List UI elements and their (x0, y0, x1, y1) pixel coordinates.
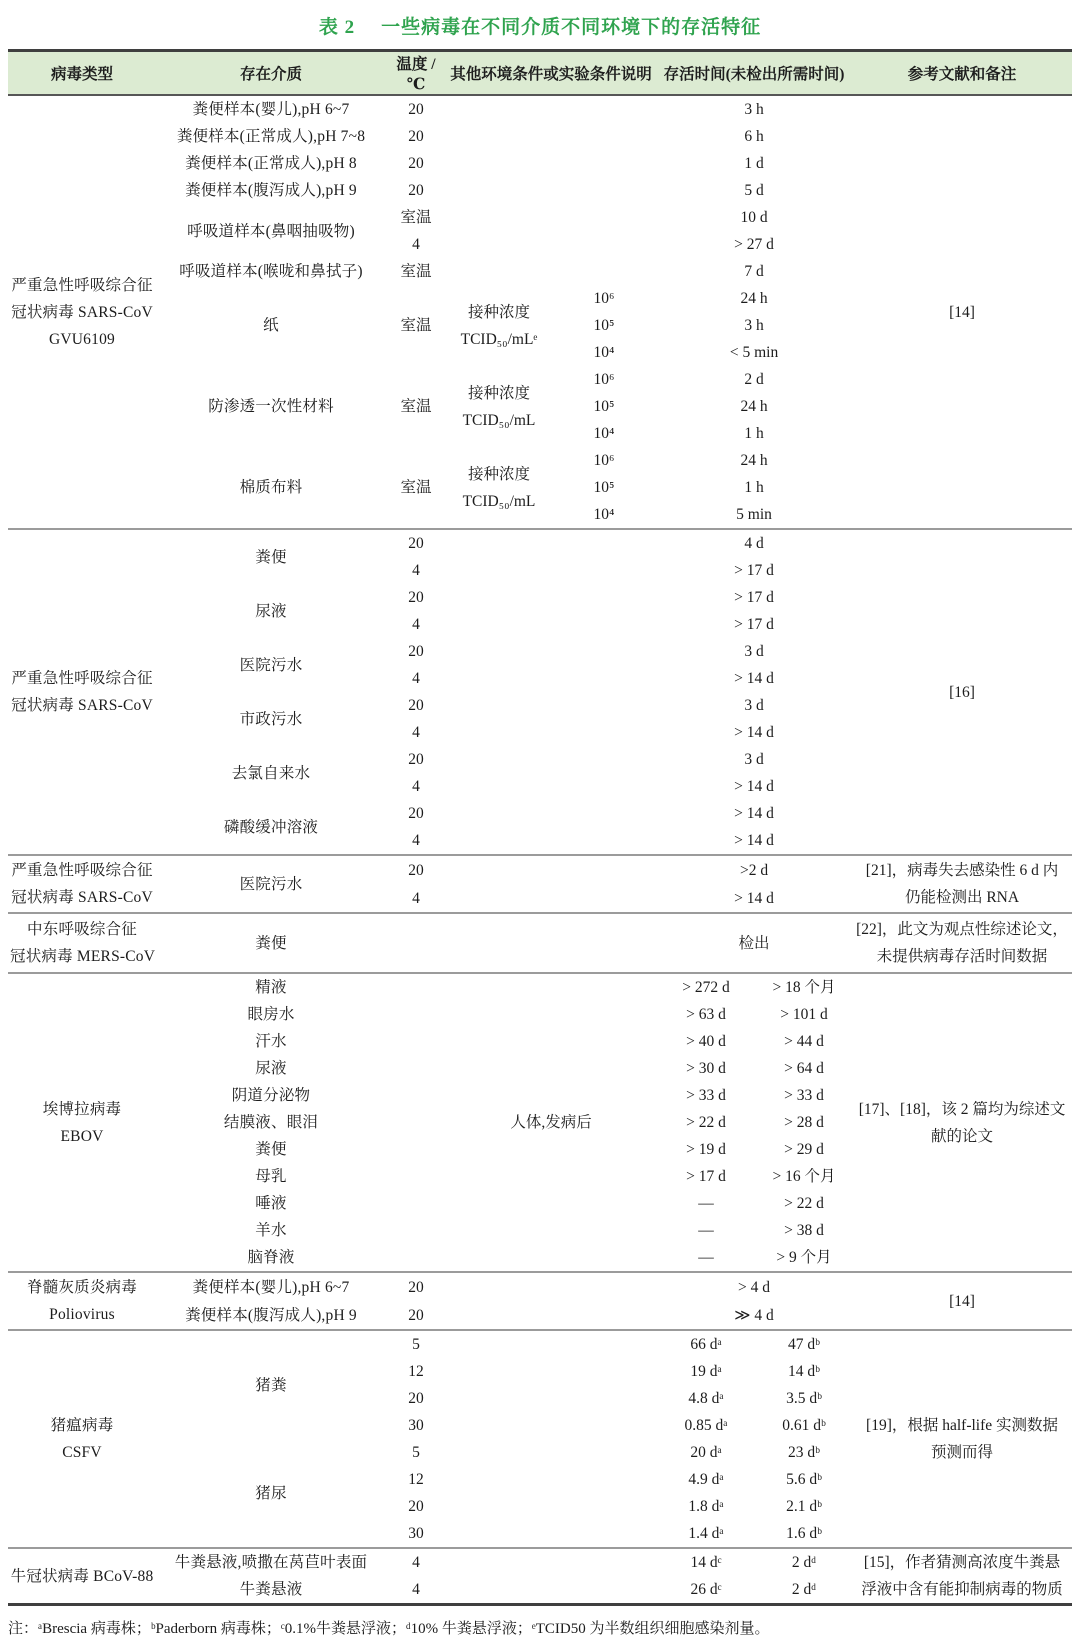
temperature-value: 20 (408, 155, 424, 172)
condition-empty (446, 638, 656, 665)
condition-empty (446, 1576, 656, 1605)
medium-name: 牛粪悬液,喷撒在莴苣叶表面 (156, 1548, 386, 1576)
survival-time: 24 h (740, 398, 768, 415)
survival-time-b: > 29 d (784, 1141, 824, 1158)
temperature-value: 20 (408, 805, 424, 822)
survival-time: > 17 d (734, 616, 774, 633)
condition-empty (446, 1330, 656, 1358)
temperature-value: 室温 (400, 317, 432, 334)
survival-time-a: 1.4 dᵃ (688, 1525, 724, 1542)
temperature-value: 室温 (400, 479, 432, 496)
survival-time: 7 d (744, 263, 764, 280)
condition-empty (446, 557, 656, 584)
temperature-value (386, 913, 446, 973)
survival-time-a: 26 dᶜ (690, 1581, 722, 1598)
temperature-value: 4 (412, 670, 420, 687)
survival-time-a: — (698, 1195, 714, 1212)
reference-note: [21]，病毒失去感染性 6 d 内 仍能检测出 RNA (852, 855, 1072, 913)
medium-name: 牛粪悬液 (239, 1581, 303, 1598)
temperature-value: 室温 (400, 398, 432, 415)
condition-empty (446, 258, 656, 285)
table-title (8, 12, 1072, 39)
condition-empty (446, 231, 656, 258)
temperature-value: 4 (412, 832, 420, 849)
condition-empty (446, 1385, 656, 1412)
table-row (8, 1330, 1072, 1358)
temperature-value: 4 (412, 236, 420, 253)
temperature-value (386, 1082, 446, 1109)
survival-time: ≫ 4 d (734, 1306, 774, 1324)
virus-name: 严重急性呼吸综合征 冠状病毒 SARS-CoV GVU6109 (11, 276, 153, 348)
survival-time-a: > 22 d (686, 1114, 726, 1131)
virus-name: 严重急性呼吸综合征 冠状病毒 SARS-CoV (8, 529, 156, 855)
condition-empty (446, 1358, 656, 1385)
medium-name: 结膜液、眼泪 (223, 1114, 319, 1131)
survival-time-a: 1.8 dᵃ (688, 1498, 724, 1515)
survival-time-a: — (698, 1222, 714, 1239)
medium-name: 粪便样本(婴儿),pH 6~7 (156, 1272, 386, 1301)
survival-time-b: 23 dᵇ (788, 1444, 820, 1461)
concentration-value: 10⁵ (593, 479, 615, 496)
survival-time-b: > 33 d (784, 1087, 824, 1104)
survival-time: 3 h (744, 101, 764, 118)
survival-time-b: > 38 d (784, 1222, 824, 1239)
condition-empty (446, 529, 656, 557)
survival-time: > 14 d (734, 889, 774, 907)
virus-name: 中东呼吸综合征 冠状病毒 MERS-CoV (8, 913, 156, 973)
survival-time-b: > 9 个月 (776, 1249, 832, 1266)
temperature-value: 30 (408, 1417, 424, 1434)
table-row (8, 529, 1072, 557)
temperature-value: 4 (412, 889, 420, 907)
survival-time-b: 2 dᵈ (756, 1548, 852, 1576)
reference-note: [14] (852, 1272, 1072, 1330)
medium-name: 羊水 (255, 1222, 287, 1239)
condition-empty (446, 800, 656, 827)
survival-time: > 4 d (656, 1272, 852, 1301)
condition-empty (446, 692, 656, 719)
survival-time-a: 4.8 dᵃ (688, 1390, 724, 1407)
temperature-value (386, 1109, 446, 1136)
survival-time: > 17 d (734, 589, 774, 606)
medium-name: 粪便 (255, 1141, 287, 1158)
survival-time-b: 2.1 dᵇ (786, 1498, 822, 1515)
medium-name: 棉质布料 (239, 479, 303, 496)
medium-name: 唾液 (255, 1195, 287, 1212)
virus-name: 猪瘟病毒 CSFV (8, 1330, 156, 1548)
temperature-value: 室温 (400, 263, 432, 280)
temperature-value: 20 (408, 751, 424, 768)
condition-empty (446, 204, 656, 231)
temperature-value: 4 (412, 1581, 420, 1598)
survival-time: > 14 d (734, 805, 774, 822)
survival-time-a: 14 dᶜ (656, 1548, 756, 1576)
condition-empty (446, 95, 656, 123)
reference-note: [15]，作者猜测高浓度牛粪悬 浮液中含有能抑制病毒的物质 (852, 1548, 1072, 1605)
medium-name: 磷酸缓冲溶液 (223, 818, 319, 836)
survival-time: > 17 d (734, 562, 774, 579)
temperature-value: 20 (408, 101, 424, 118)
survival-time-a: 0.85 dᵃ (684, 1417, 728, 1434)
survival-time-b: > 28 d (784, 1114, 824, 1131)
temperature-value (386, 1190, 446, 1217)
condition-empty (446, 1493, 656, 1520)
medium-name: 呼吸道样本(喉咙和鼻拭子) (179, 263, 363, 280)
temperature-value (386, 1244, 446, 1272)
survival-time: 10 d (740, 209, 768, 226)
survival-time: >2 d (656, 855, 852, 884)
condition-empty (446, 1439, 656, 1466)
header-row (8, 51, 1072, 96)
table-footnote: 注：ᵃBrescia 病毒株；ᵇPaderborn 病毒株；ᶜ0.1%牛粪悬浮液；ᵈ10% 牛粪悬浮液；ᵉTCID50 为半数组织细胞感染剂量。 (8, 1621, 770, 1637)
header-reference: 参考文献和备注 (852, 51, 1072, 96)
temperature-value (386, 1028, 446, 1055)
temperature-value (386, 1136, 446, 1163)
medium-name: 粪便 (156, 529, 386, 584)
medium-name: 脑脊液 (247, 1249, 295, 1266)
medium-name: 粪便样本(腹泻成人),pH 9 (185, 182, 357, 199)
reference-note: [14] (949, 303, 975, 321)
table-row (8, 1272, 1072, 1301)
temperature-value: 4 (386, 1548, 446, 1576)
temperature-value: 室温 (400, 209, 432, 226)
condition-empty (446, 746, 656, 773)
condition-empty (446, 913, 656, 973)
temperature-value (386, 1055, 446, 1082)
temperature-value: 12 (408, 1471, 424, 1488)
survival-time: > 14 d (734, 670, 774, 687)
survival-time-a: 19 dᵃ (690, 1363, 722, 1380)
condition-empty (446, 150, 656, 177)
survival-time-b: > 44 d (784, 1033, 824, 1050)
concentration-value: 10⁶ (593, 452, 615, 469)
survival-time-b: 47 dᵇ (756, 1330, 852, 1358)
medium-name: 母乳 (255, 1168, 287, 1185)
concentration-value: 10⁴ (593, 425, 615, 442)
concentration-value: 10⁴ (593, 344, 615, 361)
table-row (8, 855, 1072, 884)
survival-time-b: > 18 个月 (756, 973, 852, 1001)
medium-name: 纸 (263, 317, 279, 334)
concentration-value: 10⁶ (593, 290, 615, 307)
condition-empty (446, 884, 656, 913)
temperature-value (386, 1217, 446, 1244)
virus-name: 严重急性呼吸综合征 冠状病毒 SARS-CoV (8, 855, 156, 913)
survival-time-a: > 63 d (686, 1006, 726, 1023)
temperature-value: 20 (386, 529, 446, 557)
medium-name: 呼吸道样本(鼻咽抽吸物) (187, 222, 355, 240)
survival-time-b: > 64 d (784, 1060, 824, 1077)
temperature-value: 5 (412, 1444, 420, 1461)
survival-time: 3 d (744, 697, 764, 714)
survival-time: 3 d (744, 751, 764, 768)
condition-text: 接种浓度 TCID₅₀/mL (462, 465, 536, 510)
header-temperature: 温度 /℃ (386, 51, 446, 96)
condition-empty (446, 773, 656, 800)
medium-name: 汗水 (255, 1033, 287, 1050)
temperature-value: 20 (408, 589, 424, 606)
medium-name: 医院污水 (239, 656, 303, 674)
temperature-value: 5 (386, 1330, 446, 1358)
condition-empty (446, 1301, 656, 1330)
reference-note: [16] (852, 529, 1072, 855)
survival-time-a: > 272 d (656, 973, 756, 1001)
survival-time: 24 h (740, 290, 768, 307)
medium-name: 医院污水 (156, 855, 386, 913)
condition-empty (446, 1548, 656, 1576)
medium-name: 去氯自来水 (231, 764, 311, 782)
concentration-value: 10⁴ (593, 506, 615, 523)
survival-time: > 27 d (734, 236, 774, 253)
condition-empty (446, 1520, 656, 1548)
temperature-value: 4 (412, 778, 420, 795)
temperature-value: 20 (408, 1498, 424, 1515)
temperature-value: 12 (408, 1363, 424, 1380)
table-row (8, 1548, 1072, 1576)
survival-time-a: > 17 d (686, 1168, 726, 1185)
survival-time-a: 4.9 dᵃ (688, 1471, 724, 1488)
medium-name: 尿液 (255, 602, 287, 620)
survival-time: 检出 (656, 913, 852, 973)
survival-time-a: 20 dᵃ (690, 1444, 722, 1461)
survival-time: > 14 d (734, 832, 774, 849)
condition-empty (446, 123, 656, 150)
medium-name: 阴道分泌物 (231, 1087, 311, 1104)
survival-time: 24 h (740, 452, 768, 469)
condition-empty (446, 1412, 656, 1439)
reference-note: [22]，此文为观点性综述论文， 未提供病毒存活时间数据 (852, 913, 1072, 973)
virus-survival-table (8, 49, 1072, 1606)
survival-time: 5 min (736, 506, 772, 523)
reference-note: [17]、[18]，该 2 篇均为综述文 献的论文 (852, 973, 1072, 1272)
medium-name: 市政污水 (239, 710, 303, 728)
survival-time-b: 2 dᵈ (791, 1581, 817, 1598)
temperature-value (386, 973, 446, 1001)
survival-time: 3 h (744, 317, 764, 334)
survival-time: 6 h (744, 128, 764, 145)
medium-name: 防渗透一次性材料 (208, 398, 334, 415)
temperature-value: 20 (408, 1306, 424, 1324)
survival-time-a: > 40 d (686, 1033, 726, 1050)
survival-time: 1 h (744, 479, 764, 496)
temperature-value (386, 1163, 446, 1190)
table-number: 表 2 (318, 17, 356, 38)
temperature-value: 20 (408, 128, 424, 145)
temperature-value: 20 (408, 697, 424, 714)
survival-time-b: 1.6 dᵇ (786, 1525, 822, 1542)
medium-name: 粪便样本(正常成人),pH 7~8 (176, 128, 366, 145)
condition-empty (446, 827, 656, 855)
concentration-value: 10⁵ (593, 317, 615, 334)
medium-name: 精液 (156, 973, 386, 1001)
survival-time: > 14 d (734, 778, 774, 795)
survival-time: 1 d (744, 155, 764, 172)
temperature-value: 20 (408, 1390, 424, 1407)
concentration-value: 10⁵ (593, 398, 615, 415)
concentration-value: 10⁶ (593, 371, 615, 388)
survival-time: 1 h (744, 425, 764, 442)
condition-text: 接种浓度 TCID₅₀/mL (462, 384, 536, 429)
temperature-value: 30 (408, 1525, 424, 1542)
medium-name: 尿液 (255, 1060, 287, 1077)
survival-time: 5 d (744, 182, 764, 199)
medium-name: 粪便 (156, 913, 386, 973)
condition-empty (446, 1466, 656, 1493)
temperature-value: 4 (412, 616, 420, 633)
temperature-value: 4 (412, 724, 420, 741)
survival-time: < 5 min (729, 344, 779, 361)
survival-time: 4 d (656, 529, 852, 557)
survival-time: 2 d (744, 371, 764, 388)
temperature-value: 20 (386, 1272, 446, 1301)
survival-time: 3 d (744, 643, 764, 660)
survival-time-b: > 16 个月 (772, 1168, 836, 1185)
survival-time-a: > 19 d (686, 1141, 726, 1158)
table-title-text: 一些病毒在不同介质不同环境下的存活特征 (381, 17, 762, 38)
header-conditions: 其他环境条件或实验条件说明 (446, 51, 656, 96)
medium-name: 粪便样本(腹泻成人),pH 9 (185, 1306, 357, 1324)
medium-name: 猪尿 (255, 1484, 287, 1502)
medium-name: 粪便样本(婴儿),pH 6~7 (192, 101, 350, 118)
survival-time-b: > 101 d (780, 1006, 828, 1023)
condition-empty (446, 584, 656, 611)
medium-name: 粪便样本(正常成人),pH 8 (185, 155, 357, 172)
header-virus-type: 病毒类型 (8, 51, 156, 96)
condition-text: 人体,发病后 (446, 973, 656, 1272)
table-row (8, 913, 1072, 973)
table-row (8, 95, 1072, 123)
virus-name: 脊髓灰质炎病毒 Poliovirus (8, 1272, 156, 1330)
condition-empty (446, 719, 656, 746)
reference-note: [19]，根据 half-life 实测数据 预测而得 (852, 1330, 1072, 1548)
table-row (8, 973, 1072, 1001)
table-header (8, 51, 1072, 96)
table-body (8, 95, 1072, 1605)
temperature-value: 20 (408, 182, 424, 199)
survival-time-a: > 30 d (686, 1060, 726, 1077)
survival-time-a: 66 dᵃ (656, 1330, 756, 1358)
survival-time-b: > 22 d (784, 1195, 824, 1212)
header-medium: 存在介质 (156, 51, 386, 96)
medium-name: 猪粪 (156, 1330, 386, 1439)
condition-empty (446, 611, 656, 638)
temperature-value: 20 (408, 643, 424, 660)
survival-time-b: 5.6 dᵇ (786, 1471, 822, 1488)
survival-time: > 14 d (734, 724, 774, 741)
survival-time-b: 0.61 dᵇ (782, 1417, 826, 1434)
condition-empty (446, 855, 656, 884)
survival-time-b: 3.5 dᵇ (786, 1390, 822, 1407)
temperature-value (386, 1001, 446, 1028)
medium-name: 眼房水 (247, 1006, 295, 1023)
header-survival-time: 存活时间(未检出所需时间) (656, 51, 852, 96)
virus-name: 埃博拉病毒 EBOV (8, 973, 156, 1272)
temperature-value: 4 (412, 562, 420, 579)
survival-time-a: — (698, 1249, 714, 1266)
condition-empty (446, 177, 656, 204)
condition-empty (446, 665, 656, 692)
condition-text: 接种浓度 TCID₅₀/mLᵉ (460, 303, 538, 348)
survival-time-b: 14 dᵇ (788, 1363, 820, 1380)
temperature-value: 20 (386, 855, 446, 884)
condition-empty (446, 1272, 656, 1301)
virus-name: 牛冠状病毒 BCoV-88 (8, 1548, 156, 1605)
survival-time-a: > 33 d (686, 1087, 726, 1104)
